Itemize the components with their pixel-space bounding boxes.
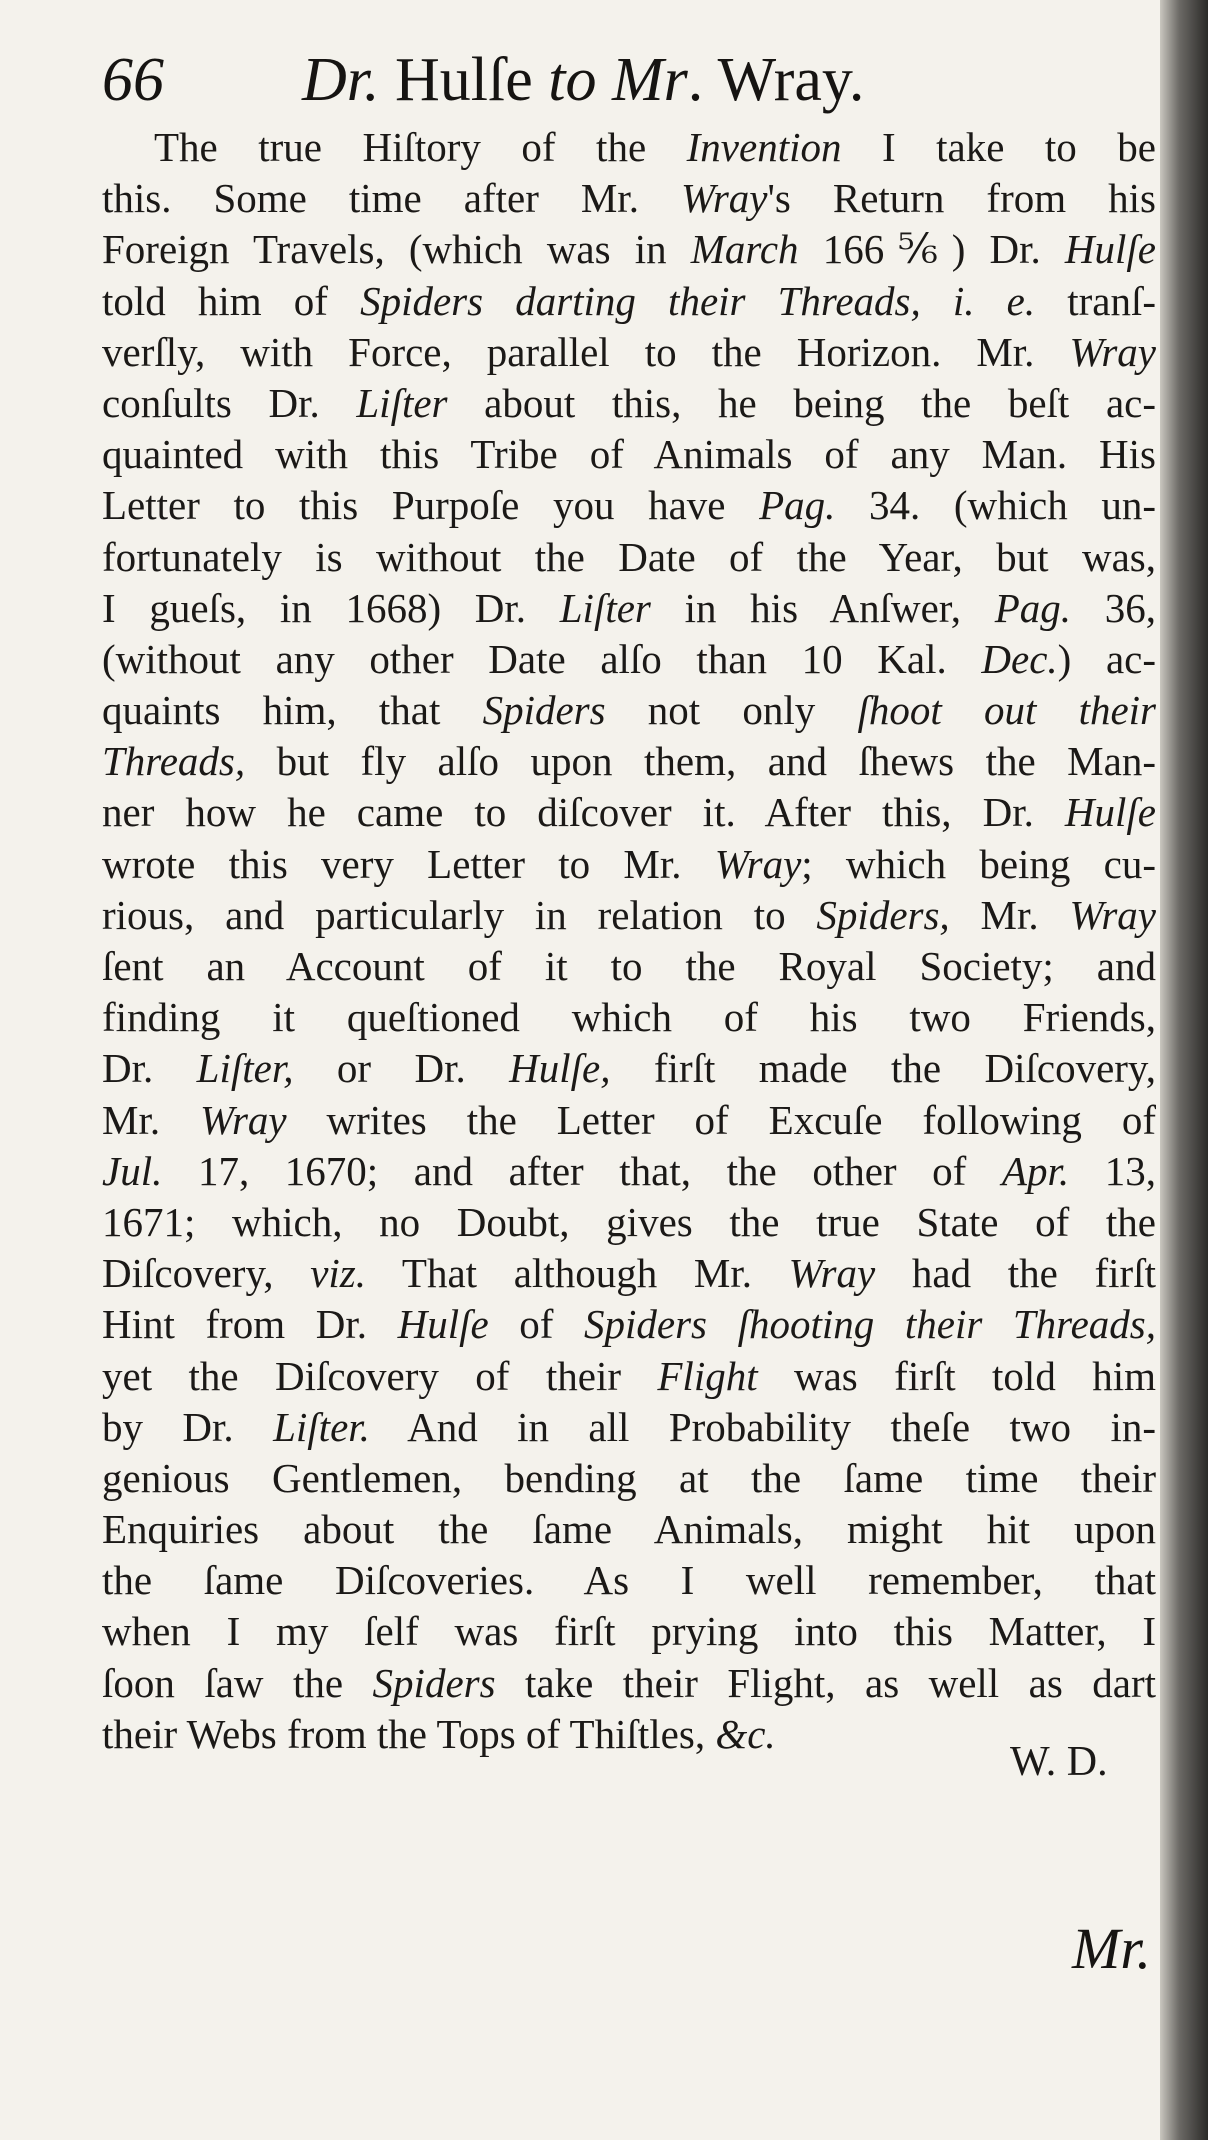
title-prefix-2: Mr: [596, 46, 688, 114]
text-line: [102, 736, 1156, 787]
text-run: in his Anſwer,: [650, 584, 995, 631]
text-run: wrote this very Letter to Mr.: [102, 840, 715, 887]
italic-run: Wray: [714, 840, 802, 887]
text-line: [102, 1351, 1156, 1402]
title-to: to: [548, 46, 597, 114]
text-run: yet the Diſcovery of their: [102, 1352, 658, 1399]
text-line: [102, 429, 1156, 480]
text-line: [102, 1043, 1156, 1094]
text-run: fortunately is without the Date of the Year, but was,: [102, 533, 1156, 580]
italic-run: viz.: [310, 1250, 366, 1297]
text-run: their Webs from the Tops of Thiſtles,: [102, 1710, 716, 1757]
title-prefix: Dr.: [302, 46, 380, 114]
italic-run: Wray: [788, 1250, 876, 1297]
text-run: Mr.: [949, 891, 1070, 938]
text-run: quaints him, that: [102, 687, 483, 734]
text-run: Hint from Dr.: [102, 1301, 398, 1348]
text-run: [921, 278, 953, 324]
text-run: 34. (which un-: [835, 482, 1156, 529]
text-run: conſults Dr.: [102, 379, 357, 426]
text-line: [102, 1402, 1156, 1453]
text-line: [102, 685, 1156, 736]
italic-run: Liſter: [356, 379, 448, 426]
text-run: was firſt told him: [757, 1352, 1156, 1399]
text-line: [102, 173, 1156, 224]
text-line: [102, 1709, 1156, 1760]
italic-run: Liſter,: [196, 1045, 294, 1092]
text-run: (without any other Date alſo than 10 Kal.: [102, 635, 982, 682]
text-run: not only: [605, 687, 858, 734]
text-line: [102, 122, 1156, 173]
page-number: 66: [102, 46, 164, 114]
text-run: but fly alſo upon them, and ſhews the Man-: [245, 738, 1156, 785]
text-line: [102, 378, 1156, 429]
body-text: [102, 122, 1156, 1760]
text-line: [102, 1197, 1156, 1248]
text-run: the ſame Diſcoveries. As I well remember, that: [102, 1557, 1156, 1604]
italic-run: Hulſe: [397, 1301, 489, 1348]
text-run: Mr.: [102, 1096, 201, 1143]
italic-run: Wray: [680, 175, 768, 222]
text-run: take their Flight, as well as dart: [495, 1659, 1156, 1706]
italic-run: Spiders ſhooting their Threads,: [584, 1301, 1156, 1348]
text-run: finding it queſtioned which of his two Friends,: [102, 994, 1156, 1041]
italic-run: Hulſe: [1064, 226, 1156, 273]
italic-run: March: [690, 226, 799, 273]
text-run: this. Some time after Mr.: [102, 175, 681, 222]
text-line: [102, 1658, 1156, 1709]
signature: W. D.: [1010, 1739, 1108, 1785]
text-line: [102, 480, 1156, 531]
title-name-2: . Wray.: [687, 46, 865, 114]
text-line: [102, 583, 1156, 634]
text-run: of: [488, 1301, 585, 1348]
text-run: or Dr.: [293, 1045, 510, 1092]
text-run: told him of: [102, 277, 361, 324]
text-line: [102, 787, 1156, 838]
text-line: [102, 634, 1156, 685]
page-title: [302, 40, 864, 120]
text-run: I gueſs, in 1668) Dr.: [102, 584, 560, 631]
text-run: by Dr.: [102, 1403, 274, 1450]
text-run: Diſcovery,: [102, 1250, 311, 1297]
text-run: 13,: [1069, 1147, 1156, 1194]
italic-run: Flight: [657, 1352, 758, 1399]
text-run: 's Return from his: [767, 175, 1156, 222]
text-line: [102, 1146, 1156, 1197]
text-run: about this, he being the beſt ac-: [447, 379, 1156, 426]
title-name-1: Hulſe: [379, 46, 549, 114]
italic-run: ſhoot out their: [857, 687, 1156, 734]
page-gutter-shadow: [1160, 0, 1208, 2140]
text-run: ; which being cu-: [801, 840, 1156, 887]
text-run: 1671; which, no Doubt, gives the true State of the: [102, 1198, 1156, 1245]
italic-run: Spiders,: [816, 891, 950, 938]
text-run: ) ac-: [1057, 635, 1156, 682]
catchword: Mr.: [1072, 1916, 1151, 1981]
italic-run: i. e.: [952, 277, 1036, 324]
text-run: ſoon ſaw the: [102, 1659, 373, 1706]
text-line: [102, 1555, 1156, 1606]
text-run: firſt made the Diſcovery,: [610, 1045, 1156, 1092]
italic-run: Apr.: [1001, 1147, 1070, 1194]
text-line: [102, 1095, 1156, 1146]
text-line: [102, 992, 1156, 1043]
italic-run: Wray: [1069, 891, 1156, 938]
text-line: [102, 327, 1156, 378]
text-run: 36,: [1071, 584, 1156, 631]
italic-run: Invention: [686, 124, 842, 170]
text-line: [102, 1453, 1156, 1504]
text-run: ner how he came to diſcover it. After this, Dr.: [102, 789, 1065, 836]
italic-run: Hulſe: [1064, 789, 1156, 836]
text-run: 17, 1670; and after that, the other of: [162, 1147, 1002, 1194]
italic-run: Spiders: [482, 687, 606, 734]
italic-run: Wray: [200, 1096, 287, 1143]
text-run: rious, and particularly in relation to: [102, 891, 817, 938]
text-run: genious Gentlemen, bending at the ſame time their: [102, 1454, 1156, 1501]
text-run: Letter to this Purpoſe you have: [102, 482, 760, 529]
text-line: [102, 839, 1156, 890]
text-run: Enquiries about the ſame Animals, might hit upon: [102, 1506, 1156, 1553]
text-run: I take to be: [841, 124, 1156, 170]
text-line: [102, 1504, 1156, 1555]
text-run: The true Hiſtory of the: [154, 124, 687, 170]
text-line: [102, 1299, 1156, 1350]
text-line: [102, 224, 1156, 275]
italic-run: Threads,: [102, 738, 246, 785]
text-run: tranſ-: [1035, 277, 1156, 324]
text-run: That although Mr.: [366, 1250, 789, 1297]
italic-run: Spiders darting their Threads,: [360, 277, 921, 324]
text-run: 166⅚) Dr.: [798, 226, 1065, 273]
text-line: [102, 890, 1156, 941]
text-line: [102, 532, 1156, 583]
running-header: [102, 40, 1102, 120]
text-run: Dr.: [102, 1045, 197, 1092]
italic-run: Pag.: [759, 482, 836, 529]
text-line: [102, 1248, 1156, 1299]
italic-run: Liſter: [559, 584, 651, 631]
italic-run: Spiders: [372, 1659, 496, 1706]
text-run: And in all Probability theſe two in-: [369, 1403, 1156, 1450]
italic-run: Jul.: [102, 1147, 163, 1194]
italic-run: Dec.: [981, 635, 1058, 682]
text-run: quainted with this Tribe of Animals of any Man. His: [102, 431, 1156, 478]
text-run: writes the Letter of Excuſe following of: [286, 1096, 1156, 1143]
text-line: [102, 1606, 1156, 1657]
italic-run: Wray: [1069, 328, 1156, 375]
text-run: ſent an Account of it to the Royal Society; and: [102, 943, 1156, 989]
text-line: [102, 276, 1156, 327]
italic-run: &c.: [715, 1710, 776, 1757]
text-run: verſly, with Force, parallel to the Horizon. Mr.: [102, 328, 1070, 375]
text-line: [102, 941, 1156, 992]
text-run: had the firſt: [875, 1250, 1156, 1297]
text-run: when I my ſelf was firſt prying into this Matter, I: [102, 1608, 1156, 1655]
italic-run: Pag.: [994, 584, 1072, 631]
italic-run: Liſter.: [273, 1403, 370, 1450]
text-run: Foreign Travels, (which was in: [102, 226, 691, 273]
italic-run: Hulſe,: [509, 1045, 611, 1092]
